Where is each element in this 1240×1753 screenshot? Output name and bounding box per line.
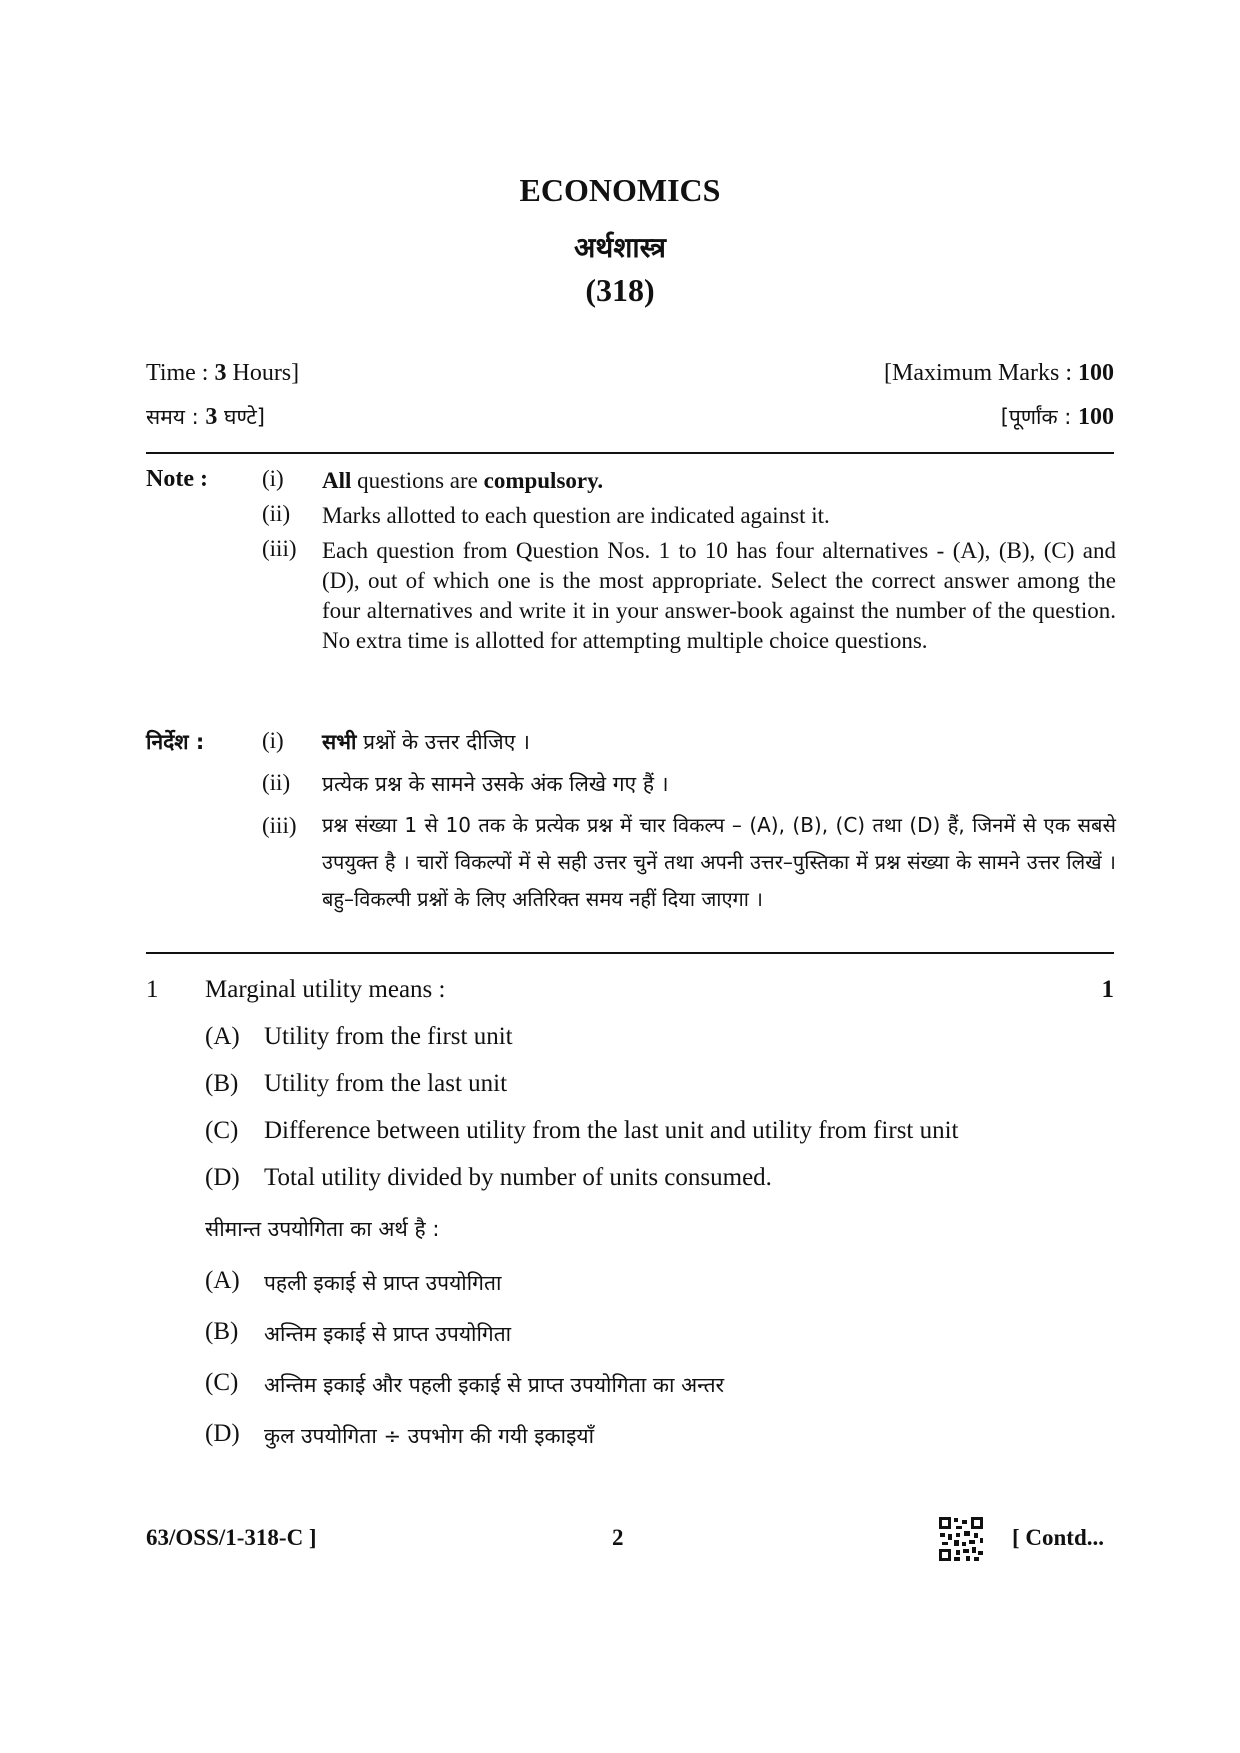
note-en-num-2: (ii) [262, 501, 291, 526]
time-english: Time : 3 Hours] [146, 360, 300, 386]
option-en-a-label: (A) [205, 1023, 240, 1050]
option-hi-a: पहली इकाई से प्राप्त उपयोगिता [264, 1271, 502, 1295]
note-hi-num-2: (ii) [262, 770, 291, 795]
divider-bottom [146, 952, 1114, 954]
option-en-a: Utility from the first unit [264, 1023, 513, 1050]
option-hi-b-label: (B) [205, 1318, 239, 1345]
option-en-c-label: (C) [205, 1117, 239, 1144]
note-en-num-3: (iii) [262, 536, 297, 561]
note-en-num-1: (i) [262, 466, 284, 491]
page-number: 2 [612, 1525, 624, 1550]
qr-code-icon [938, 1516, 984, 1562]
option-hi-c-label: (C) [205, 1369, 239, 1396]
question-marks: 1 [1101, 976, 1114, 1003]
option-hi-d-label: (D) [205, 1420, 240, 1447]
option-en-d: Total utility divided by number of units consumed. [264, 1164, 772, 1191]
question-number: 1 [146, 976, 159, 1003]
max-marks-english: [Maximum Marks : 100 [884, 360, 1114, 386]
time-hindi: समय : 3 घण्टे] [146, 404, 265, 430]
option-hi-d: कुल उपयोगिता ÷ उपभोग की गयी इकाइयाँ [264, 1424, 595, 1448]
divider-top [146, 452, 1114, 454]
question-text-english: Marginal utility means : [205, 976, 446, 1003]
option-en-c: Difference between utility from the last unit and utility from first unit [264, 1117, 959, 1144]
option-en-d-label: (D) [205, 1164, 240, 1191]
max-marks-hindi: [पूर्णांक : 100 [1000, 404, 1114, 430]
note-hi-num-1: (i) [262, 728, 284, 753]
note-hi-item-3: प्रश्न संख्या 1 से 10 तक के प्रत्येक प्रश्न में चार विकल्प – (A), (B), (C) तथा (D) हैं, जिनमें से एक सबसे उपयुक्त है । चारों विकल्पों में से सही उत्तर चुनें तथा अपनी उत्तर–पुस्तिका में प्रश्न संख्या के सामने उत्तर लिखें । बहु–विकल्पी प्रश्नों के लिए अतिरिक्त समय नहीं दिया जाएगा । [322, 813, 1116, 911]
note-hi-item-1: सभी प्रश्नों के उत्तर दीजिए । [322, 730, 530, 754]
note-hi-item-2: प्रत्येक प्रश्न के सामने उसके अंक लिखे गए हैं । [322, 772, 669, 796]
subject-title-hindi: अर्थशास्त्र [574, 231, 666, 264]
subject-title-english: ECONOMICS [519, 172, 721, 208]
option-hi-b: अन्तिम इकाई से प्राप्त उपयोगिता [264, 1322, 512, 1346]
note-en-item-1: All questions are compulsory. [322, 468, 604, 493]
continued-marker: [ Contd... [1012, 1525, 1105, 1550]
subject-code: (318) [585, 272, 655, 308]
note-en-item-2: Marks allotted to each question are indicated against it. [322, 503, 830, 528]
option-en-b-label: (B) [205, 1070, 239, 1097]
note-label-hindi: निर्देश : [146, 730, 205, 754]
option-hi-a-label: (A) [205, 1267, 240, 1294]
option-hi-c: अन्तिम इकाई और पहली इकाई से प्राप्त उपयोगिता का अन्तर [264, 1373, 725, 1397]
option-en-b: Utility from the last unit [264, 1070, 508, 1097]
question-text-hindi: सीमान्त उपयोगिता का अर्थ है : [205, 1217, 440, 1241]
qr-code-graphic [938, 1516, 984, 1562]
note-en-item-3: Each question from Question Nos. 1 to 10 has four alternatives - (A), (B), (C) and (D), out of which one is the most appropriate. Select the correct answer among the four alternatives and write it in your answer-book against the number of the question. No extra time is allotted for attempting multiple choice questions. [322, 538, 1116, 653]
paper-code: 63/OSS/1-318-C ] [146, 1525, 317, 1550]
note-hi-num-3: (iii) [262, 813, 297, 838]
note-label-english: Note : [146, 466, 208, 492]
